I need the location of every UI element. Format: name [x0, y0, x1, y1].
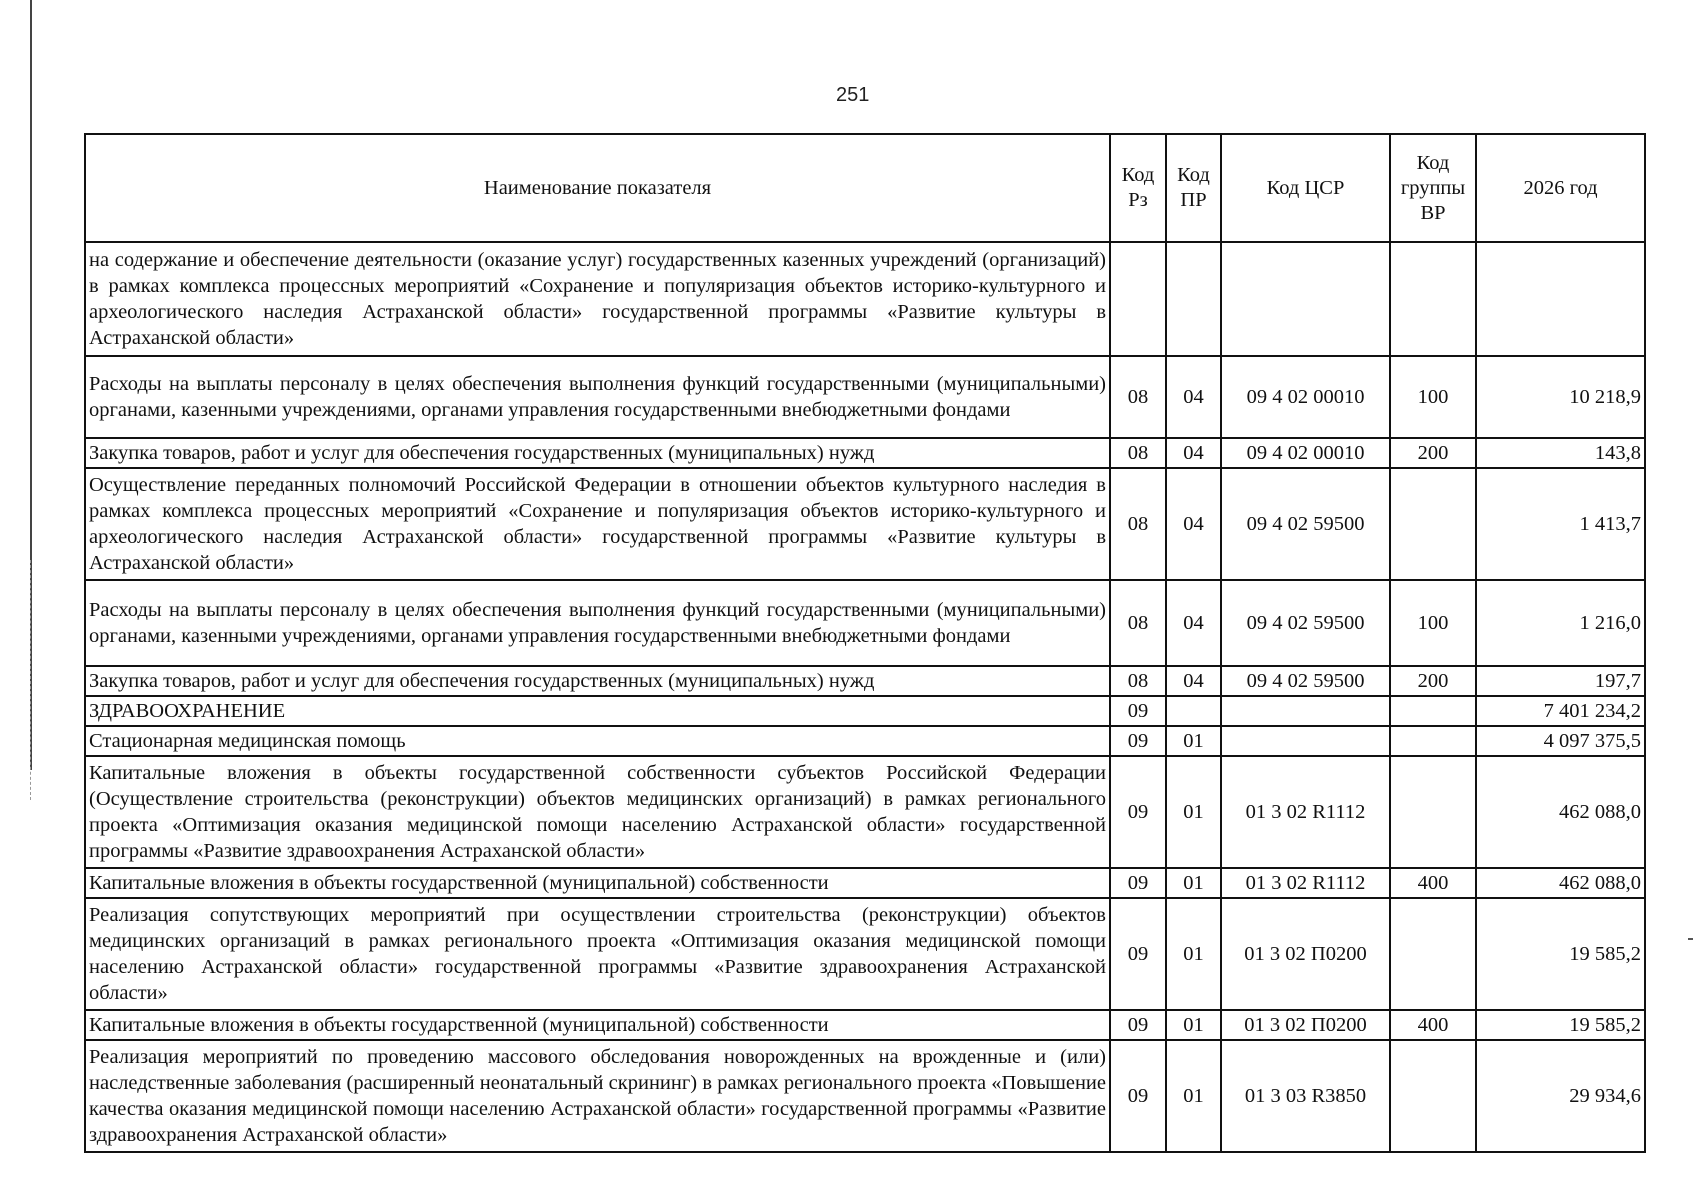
row-rz: 08 [1110, 356, 1166, 438]
row-pr: 01 [1166, 726, 1221, 756]
row-amount: 4 097 375,5 [1476, 726, 1645, 756]
row-vr: 200 [1390, 666, 1476, 696]
row-vr [1390, 726, 1476, 756]
row-name: Реализация сопутствующих мероприятий при осуществлении строительства (реконструкции) объектов медицинских организаций в рамках регионального проекта «Оптимизация оказания медицинской помощи населению Астраханской области» государственной программы «Развитие здравоохранения Астраханской области» [85, 898, 1110, 1010]
row-amount: 1 216,0 [1476, 580, 1645, 666]
row-amount [1476, 242, 1645, 356]
row-csr: 01 3 03 R3850 [1221, 1040, 1390, 1152]
row-rz [1110, 242, 1166, 356]
row-pr: 01 [1166, 1010, 1221, 1040]
row-csr: 09 4 02 59500 [1221, 580, 1390, 666]
row-csr [1221, 726, 1390, 756]
row-rz: 09 [1110, 726, 1166, 756]
row-rz: 08 [1110, 666, 1166, 696]
table-row [85, 580, 1645, 666]
row-pr: 01 [1166, 1040, 1221, 1152]
row-rz: 09 [1110, 1010, 1166, 1040]
row-name: на содержание и обеспечение деятельности (оказание услуг) государственных казенных учреждений (организаций) в рамках комплекса процессных мероприятий «Сохранение и популяризация объектов историко-культурного и археологического наследия Астраханской области» государственной программы «Развитие культуры в Астраханской области» [85, 242, 1110, 356]
page-number: 251 [836, 84, 870, 106]
row-name: Закупка товаров, работ и услуг для обеспечения государственных (муниципальных) нужд [85, 438, 1110, 468]
row-name: Расходы на выплаты персоналу в целях обеспечения выполнения функций государственными (муниципальными) органами, казенными учреждениями, органами управления государственными внебюджетными фондами [85, 356, 1110, 438]
row-rz: 08 [1110, 438, 1166, 468]
row-amount: 143,8 [1476, 438, 1645, 468]
row-pr: 04 [1166, 468, 1221, 580]
table-row [85, 696, 1645, 726]
row-csr [1221, 696, 1390, 726]
row-pr: 01 [1166, 868, 1221, 898]
scan-artifact [1688, 938, 1693, 940]
table-row [85, 356, 1645, 438]
column-header-vr: Код группы ВР [1390, 134, 1476, 242]
budget-table [84, 133, 1646, 1153]
row-amount: 197,7 [1476, 666, 1645, 696]
row-amount: 462 088,0 [1476, 868, 1645, 898]
row-csr: 09 4 02 59500 [1221, 468, 1390, 580]
row-amount: 29 934,6 [1476, 1040, 1645, 1152]
table-row [85, 1010, 1645, 1040]
row-vr: 400 [1390, 868, 1476, 898]
row-name: Капитальные вложения в объекты государственной (муниципальной) собственности [85, 1010, 1110, 1040]
row-pr [1166, 696, 1221, 726]
row-name: Капитальные вложения в объекты государственной собственности субъектов Российской Федерации (Осуществление строительства (реконструкции) объектов медицинских организаций) в рамках регионального проекта «Оптимизация оказания медицинской помощи населению Астраханской области» государственной программы «Развитие здравоохранения Астраханской области» [85, 756, 1110, 868]
row-amount: 7 401 234,2 [1476, 696, 1645, 726]
table-row [85, 242, 1645, 356]
table-row [85, 438, 1645, 468]
table-row [85, 756, 1645, 868]
row-vr [1390, 696, 1476, 726]
row-vr: 400 [1390, 1010, 1476, 1040]
row-csr: 09 4 02 59500 [1221, 666, 1390, 696]
binding-margin-dash [30, 560, 32, 800]
row-vr [1390, 242, 1476, 356]
table-row [85, 898, 1645, 1010]
row-csr: 01 3 02 R1112 [1221, 756, 1390, 868]
row-rz: 09 [1110, 756, 1166, 868]
row-rz: 09 [1110, 898, 1166, 1010]
row-name: Расходы на выплаты персоналу в целях обеспечения выполнения функций государственными (муниципальными) органами, казенными учреждениями, органами управления государственными внебюджетными фондами [85, 580, 1110, 666]
row-csr: 01 3 02 П0200 [1221, 1010, 1390, 1040]
table-row [85, 468, 1645, 580]
row-vr [1390, 1040, 1476, 1152]
column-header-name: Наименование показателя [85, 134, 1110, 242]
row-name: Реализация мероприятий по проведению массового обследования новорожденных на врожденные и (или) наследственные заболевания (расширенный неонатальный скрининг) в рамках регионального проекта «Повышение качества оказания медицинской помощи населению Астраханской области» государственной программы «Развитие здравоохранения Астраханской области» [85, 1040, 1110, 1152]
row-amount: 19 585,2 [1476, 1010, 1645, 1040]
row-rz: 08 [1110, 468, 1166, 580]
row-csr: 01 3 02 П0200 [1221, 898, 1390, 1010]
row-rz: 09 [1110, 696, 1166, 726]
row-csr [1221, 242, 1390, 356]
row-amount: 1 413,7 [1476, 468, 1645, 580]
row-pr: 01 [1166, 898, 1221, 1010]
row-amount: 10 218,9 [1476, 356, 1645, 438]
row-vr: 200 [1390, 438, 1476, 468]
row-pr: 04 [1166, 580, 1221, 666]
row-pr [1166, 242, 1221, 356]
row-pr: 04 [1166, 438, 1221, 468]
row-csr: 01 3 02 R1112 [1221, 868, 1390, 898]
row-name: Закупка товаров, работ и услуг для обеспечения государственных (муниципальных) нужд [85, 666, 1110, 696]
row-name: Капитальные вложения в объекты государственной (муниципальной) собственности [85, 868, 1110, 898]
row-vr [1390, 756, 1476, 868]
row-vr: 100 [1390, 580, 1476, 666]
row-name: ЗДРАВООХРАНЕНИЕ [85, 696, 1110, 726]
row-vr [1390, 468, 1476, 580]
row-pr: 01 [1166, 756, 1221, 868]
row-pr: 04 [1166, 666, 1221, 696]
row-vr [1390, 898, 1476, 1010]
column-header-year: 2026 год [1476, 134, 1645, 242]
row-pr: 04 [1166, 356, 1221, 438]
row-amount: 462 088,0 [1476, 756, 1645, 868]
row-amount: 19 585,2 [1476, 898, 1645, 1010]
column-header-rz: Код Рз [1110, 134, 1166, 242]
row-rz: 09 [1110, 868, 1166, 898]
table-row [85, 666, 1645, 696]
table-header-row [85, 134, 1645, 242]
row-csr: 09 4 02 00010 [1221, 438, 1390, 468]
row-rz: 09 [1110, 1040, 1166, 1152]
row-vr: 100 [1390, 356, 1476, 438]
table-row [85, 726, 1645, 756]
table-row [85, 1040, 1645, 1152]
row-csr: 09 4 02 00010 [1221, 356, 1390, 438]
row-name: Осуществление переданных полномочий Российской Федерации в отношении объектов культурного наследия в рамках комплекса процессных мероприятий «Сохранение и популяризация объектов историко-культурного и археологического наследия Астраханской области» государственной программы «Развитие культуры в Астраханской области» [85, 468, 1110, 580]
row-name: Стационарная медицинская помощь [85, 726, 1110, 756]
table-row [85, 868, 1645, 898]
column-header-csr: Код ЦСР [1221, 134, 1390, 242]
column-header-pr: Код ПР [1166, 134, 1221, 242]
row-rz: 08 [1110, 580, 1166, 666]
